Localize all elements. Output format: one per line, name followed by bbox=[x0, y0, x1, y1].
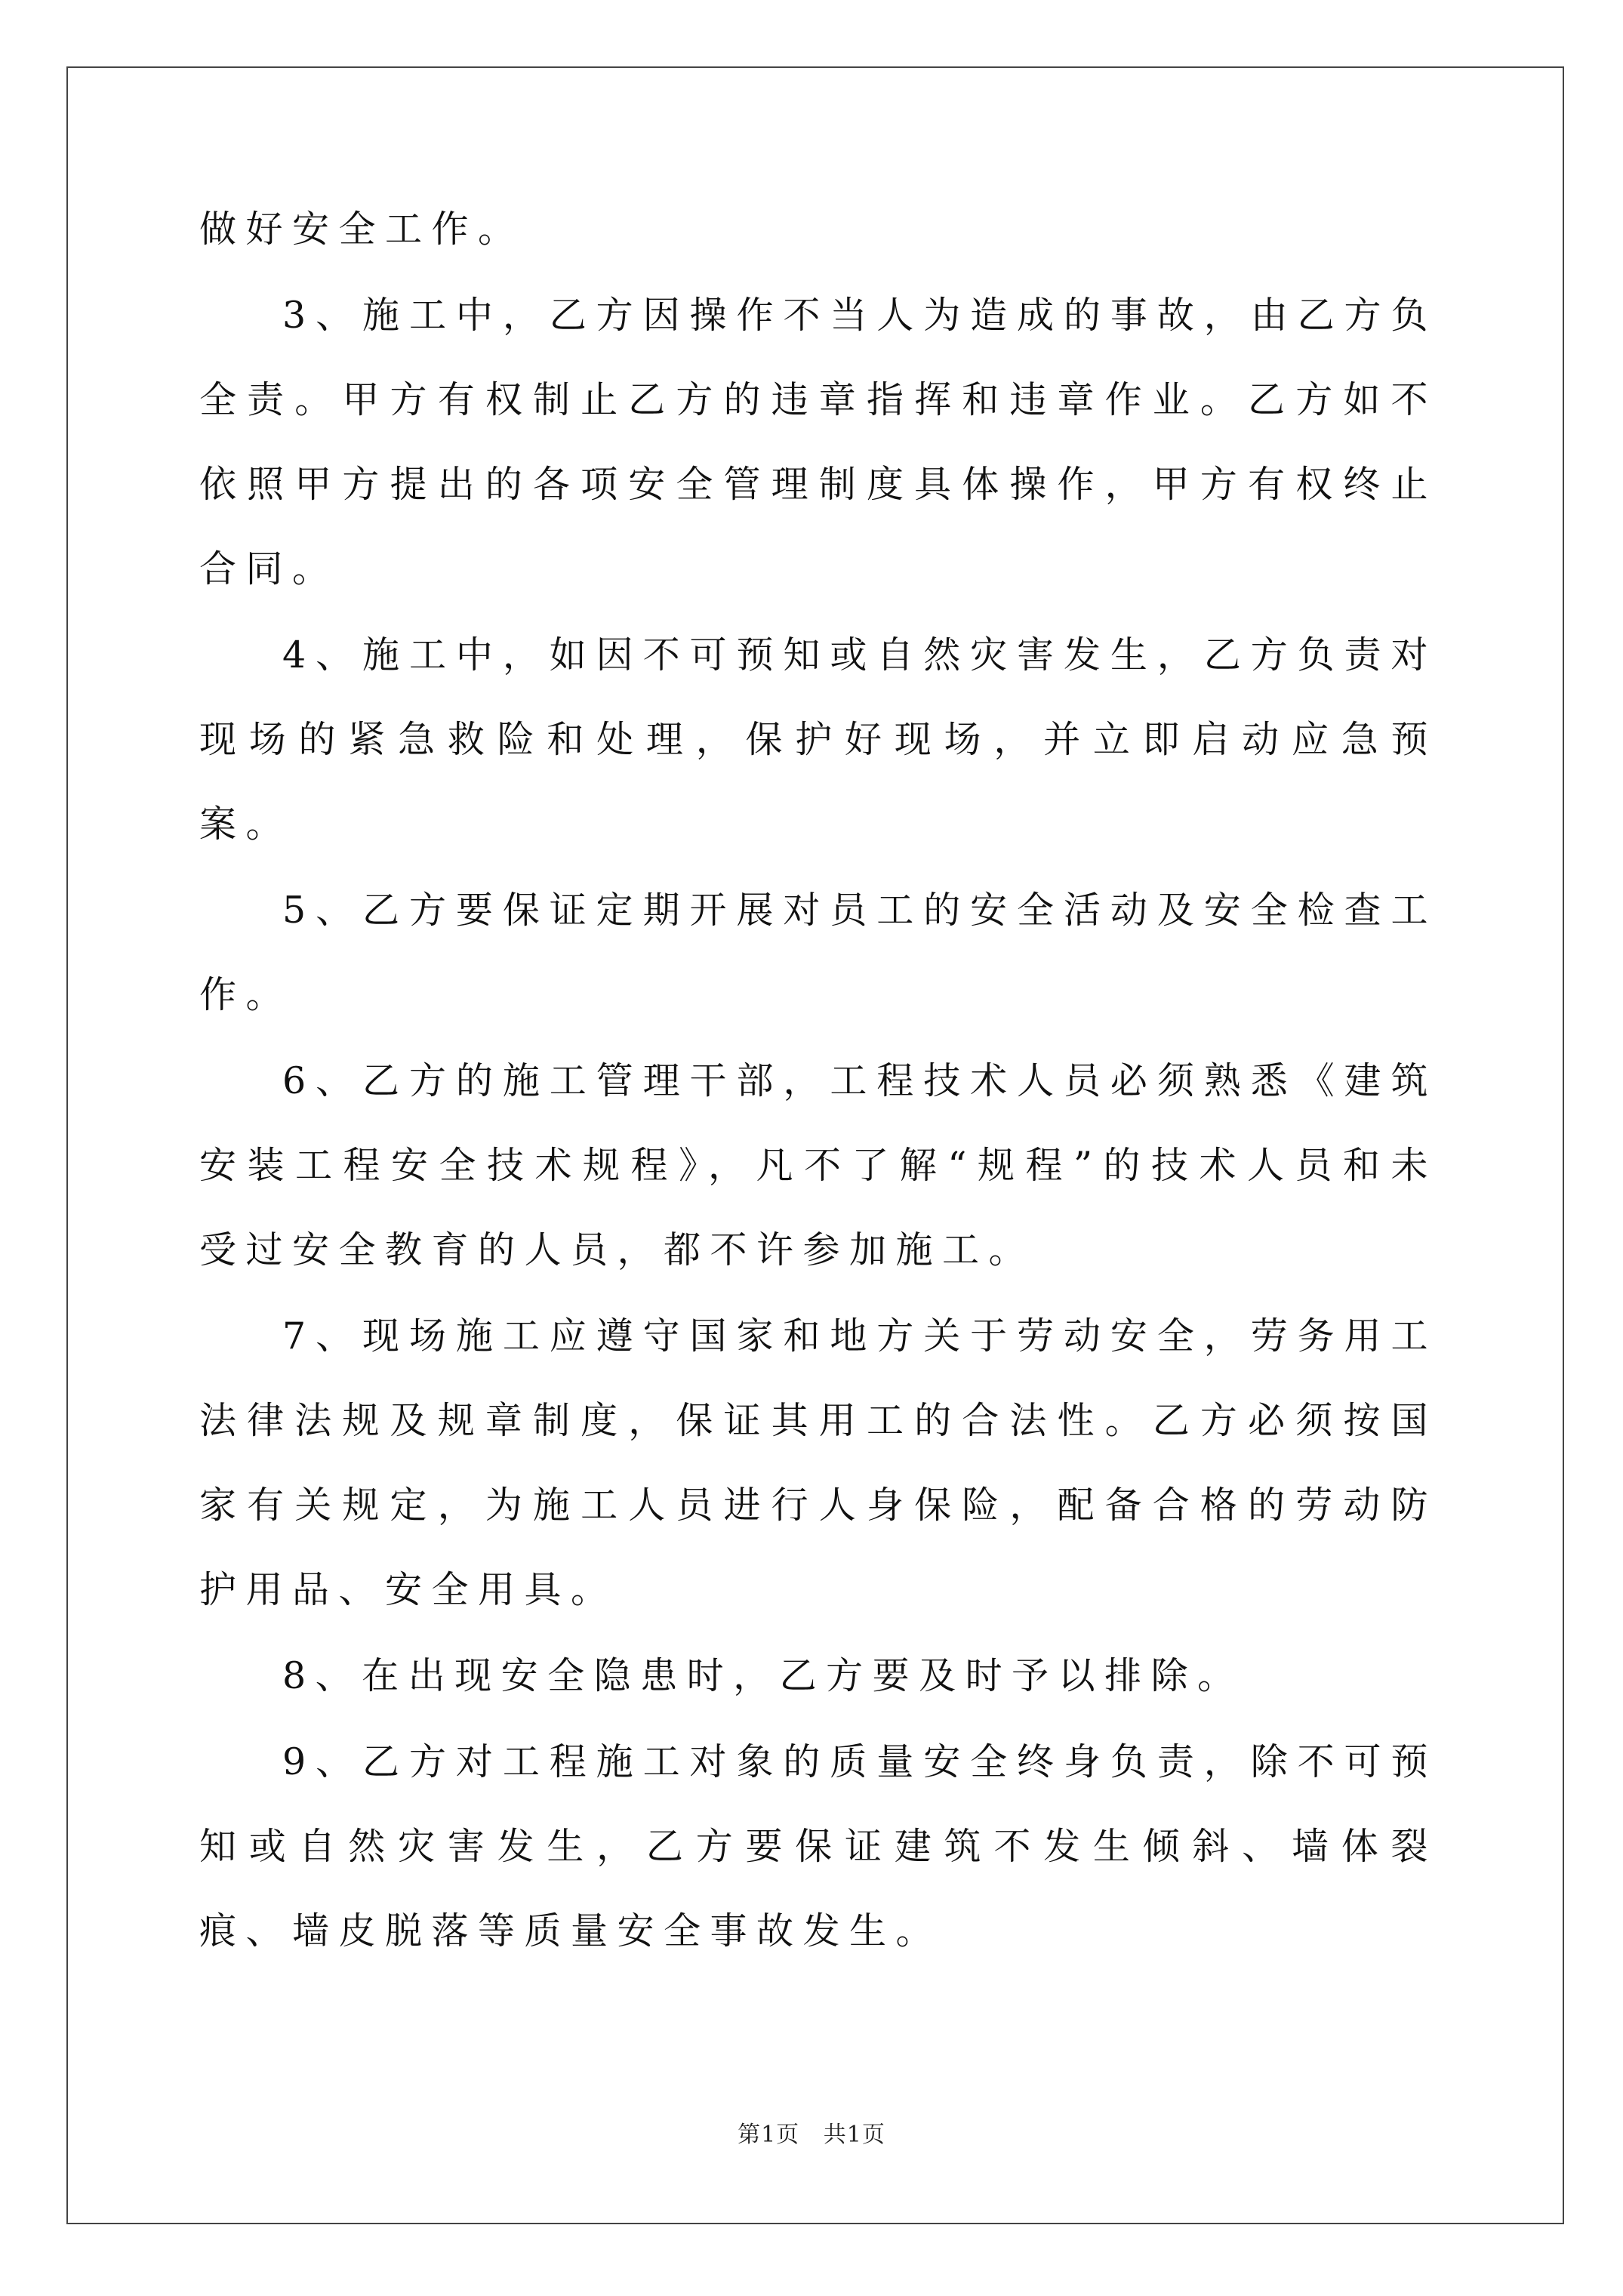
paragraph-clause-4: 4、施工中，如因不可预知或自然灾害发生，乙方负责对现场的紧急救险和处理，保护好现场，并立即启动应急预案。 bbox=[199, 633, 1437, 846]
paragraph-clause-8: 8、在出现安全隐患时，乙方要及时予以排除。 bbox=[282, 1654, 1244, 1697]
paragraph-clause-7: 7、现场施工应遵守国家和地方关于劳动安全，劳务用工法律法规及规章制度，保证其用工的合法性。乙方必须按国家有关规定，为施工人员进行人身保险，配备合格的劳动防护用品、安全用具。 bbox=[199, 1314, 1437, 1611]
paragraph-continuation: 做好安全工作。 bbox=[199, 208, 525, 251]
paragraph-clause-3: 3、施工中，乙方因操作不当人为造成的事故，由乙方负全责。甲方有权制止乙方的违章指挥和违章作业。乙方如不依照甲方提出的各项安全管理制度具体操作，甲方有权终止合同。 bbox=[199, 294, 1437, 590]
document-body bbox=[199, 187, 1437, 1974]
page-number-label: 第1页 共1页 bbox=[738, 2122, 885, 2148]
paragraph-clause-9: 9、乙方对工程施工对象的质量安全终身负责，除不可预知或自然灾害发生，乙方要保证建筑不发生倾斜、墙体裂痕、墙皮脱落等质量安全事故发生。 bbox=[199, 1740, 1437, 1952]
paragraph-clause-6: 6、乙方的施工管理干部，工程技术人员必须熟悉《建筑安装工程安全技术规程》，凡不了解“规程”的技术人员和未受过安全教育的人员，都不许参加施工。 bbox=[199, 1059, 1437, 1271]
page-footer bbox=[0, 2120, 1623, 2150]
paragraph-clause-5: 5、乙方要保证定期开展对员工的安全活动及安全检查工作。 bbox=[199, 889, 1437, 1016]
